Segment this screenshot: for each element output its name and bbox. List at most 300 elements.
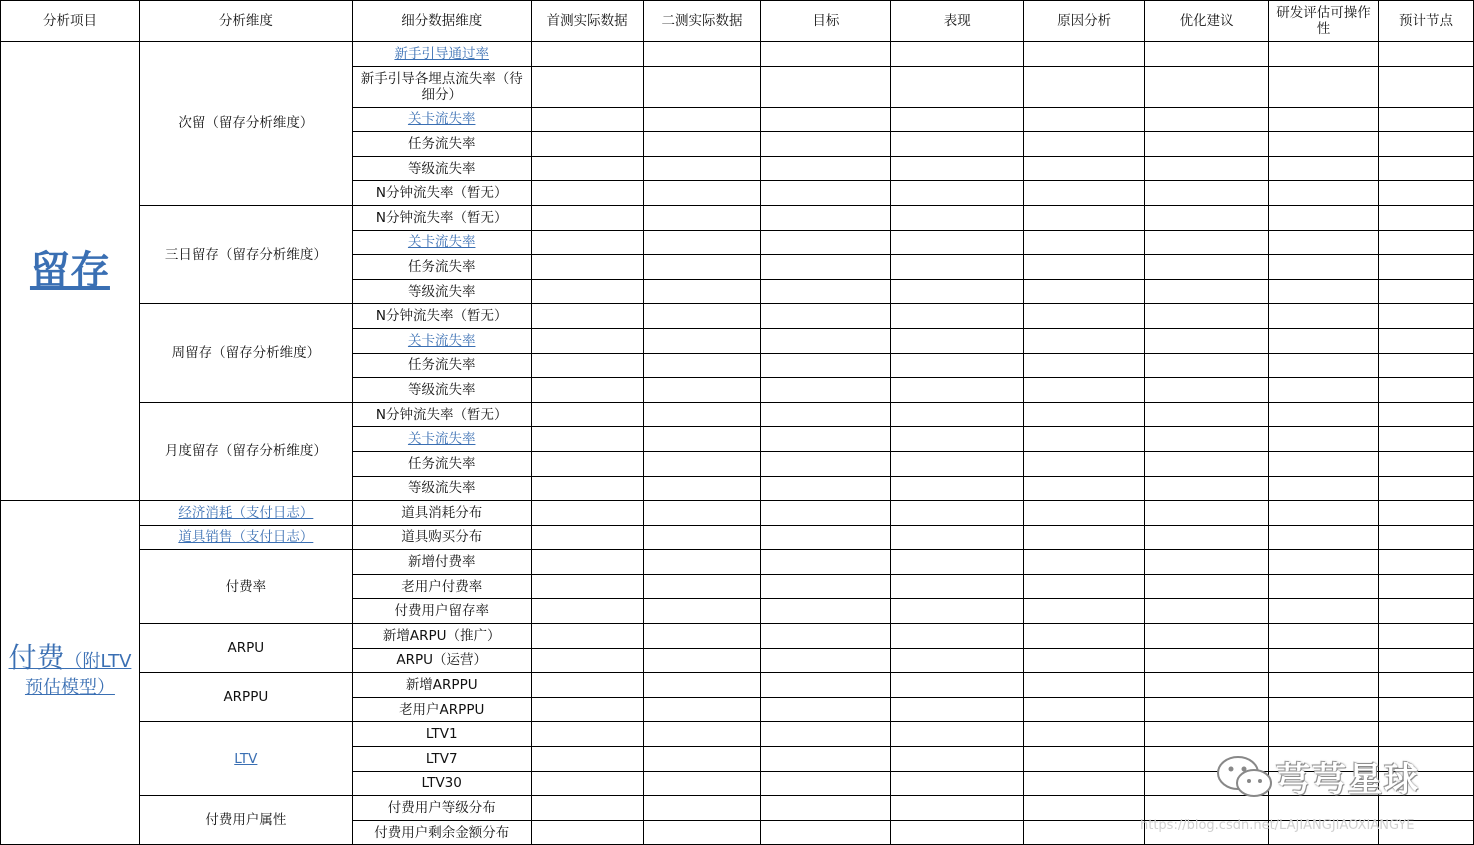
empty-cell[interactable] — [1378, 599, 1473, 624]
empty-cell[interactable] — [1145, 599, 1269, 624]
empty-cell[interactable] — [1145, 747, 1269, 772]
empty-cell[interactable] — [643, 599, 761, 624]
empty-cell[interactable] — [1378, 427, 1473, 452]
link-text[interactable]: 经济消耗（支付日志） — [178, 504, 314, 521]
empty-cell[interactable] — [1024, 279, 1145, 304]
empty-cell[interactable] — [643, 279, 761, 304]
empty-cell[interactable] — [1024, 624, 1145, 649]
empty-cell[interactable] — [761, 722, 891, 747]
empty-cell[interactable] — [761, 796, 891, 821]
empty-cell[interactable] — [531, 525, 643, 550]
empty-cell[interactable] — [1378, 525, 1473, 550]
empty-cell[interactable] — [1269, 550, 1379, 575]
empty-cell[interactable] — [891, 353, 1024, 378]
empty-cell[interactable] — [761, 42, 891, 67]
empty-cell[interactable] — [761, 820, 891, 845]
empty-cell[interactable] — [531, 476, 643, 501]
empty-cell[interactable] — [643, 747, 761, 772]
table-row — [1, 624, 1474, 649]
empty-cell[interactable] — [761, 304, 891, 329]
empty-cell[interactable] — [531, 304, 643, 329]
empty-cell[interactable] — [1378, 304, 1473, 329]
empty-cell[interactable] — [531, 328, 643, 353]
empty-cell[interactable] — [1378, 624, 1473, 649]
empty-cell[interactable] — [891, 42, 1024, 67]
link-text[interactable]: LTV — [234, 750, 258, 767]
empty-cell[interactable] — [1024, 673, 1145, 698]
empty-cell[interactable] — [1269, 476, 1379, 501]
empty-cell[interactable] — [1145, 328, 1269, 353]
empty-cell[interactable] — [1145, 156, 1269, 181]
empty-cell[interactable] — [761, 132, 891, 157]
empty-cell[interactable] — [891, 205, 1024, 230]
empty-cell[interactable] — [1145, 66, 1269, 107]
empty-cell[interactable] — [531, 501, 643, 526]
empty-cell[interactable] — [1269, 747, 1379, 772]
empty-cell[interactable] — [531, 624, 643, 649]
metric-cell: 等级流失率 — [352, 279, 531, 304]
empty-cell[interactable] — [891, 624, 1024, 649]
empty-cell[interactable] — [1378, 648, 1473, 673]
empty-cell[interactable] — [1145, 697, 1269, 722]
metric-cell — [352, 427, 531, 452]
empty-cell[interactable] — [643, 132, 761, 157]
empty-cell[interactable] — [891, 820, 1024, 845]
metric-cell: 付费用户剩余金额分布 — [352, 820, 531, 845]
empty-cell[interactable] — [1145, 279, 1269, 304]
empty-cell[interactable] — [891, 673, 1024, 698]
empty-cell[interactable] — [1145, 107, 1269, 132]
empty-cell[interactable] — [1269, 697, 1379, 722]
empty-cell[interactable] — [531, 427, 643, 452]
empty-cell[interactable] — [891, 796, 1024, 821]
dimension-cell: 三日留存（留存分析维度） — [139, 205, 352, 303]
empty-cell[interactable] — [891, 279, 1024, 304]
empty-cell[interactable] — [1269, 501, 1379, 526]
empty-cell[interactable] — [891, 550, 1024, 575]
empty-cell[interactable] — [1024, 205, 1145, 230]
empty-cell[interactable] — [761, 697, 891, 722]
empty-cell[interactable] — [891, 501, 1024, 526]
empty-cell[interactable] — [1378, 673, 1473, 698]
empty-cell[interactable] — [1269, 132, 1379, 157]
empty-cell[interactable] — [761, 156, 891, 181]
empty-cell[interactable] — [1378, 156, 1473, 181]
empty-cell[interactable] — [761, 230, 891, 255]
empty-cell[interactable] — [531, 279, 643, 304]
empty-cell[interactable] — [643, 427, 761, 452]
empty-cell[interactable] — [643, 501, 761, 526]
empty-cell[interactable] — [1378, 328, 1473, 353]
empty-cell[interactable] — [891, 476, 1024, 501]
empty-cell[interactable] — [1024, 66, 1145, 107]
empty-cell[interactable] — [1269, 427, 1379, 452]
empty-cell[interactable] — [1269, 328, 1379, 353]
empty-cell[interactable] — [1024, 427, 1145, 452]
empty-cell[interactable] — [1145, 42, 1269, 67]
empty-cell[interactable] — [1269, 648, 1379, 673]
link-text[interactable]: 关卡流失率 — [407, 431, 476, 448]
empty-cell[interactable] — [1024, 181, 1145, 206]
empty-cell[interactable] — [1024, 156, 1145, 181]
empty-cell[interactable] — [891, 697, 1024, 722]
empty-cell[interactable] — [643, 771, 761, 796]
metric-cell: LTV1 — [352, 722, 531, 747]
empty-cell[interactable] — [761, 451, 891, 476]
project-label[interactable] — [8, 640, 132, 698]
empty-cell[interactable] — [531, 771, 643, 796]
empty-cell[interactable] — [1024, 599, 1145, 624]
empty-cell[interactable] — [1145, 402, 1269, 427]
empty-cell[interactable] — [531, 820, 643, 845]
empty-cell[interactable] — [1269, 255, 1379, 280]
metric-cell: ARPU（运营） — [352, 648, 531, 673]
empty-cell[interactable] — [1024, 771, 1145, 796]
empty-cell[interactable] — [761, 427, 891, 452]
project-cell — [1, 42, 140, 501]
empty-cell[interactable] — [1269, 525, 1379, 550]
empty-cell[interactable] — [761, 525, 891, 550]
empty-cell[interactable] — [761, 501, 891, 526]
empty-cell[interactable] — [1269, 353, 1379, 378]
empty-cell[interactable] — [1145, 673, 1269, 698]
empty-cell[interactable] — [1145, 255, 1269, 280]
metric-cell: 道具消耗分布 — [352, 501, 531, 526]
empty-cell[interactable] — [531, 402, 643, 427]
table-row — [1, 205, 1474, 230]
empty-cell[interactable] — [761, 574, 891, 599]
header-cell: 二测实际数据 — [643, 1, 761, 42]
empty-cell[interactable] — [1378, 42, 1473, 67]
empty-cell[interactable] — [1378, 66, 1473, 107]
empty-cell[interactable] — [1024, 550, 1145, 575]
empty-cell[interactable] — [1378, 574, 1473, 599]
empty-cell[interactable] — [1269, 107, 1379, 132]
empty-cell[interactable] — [1269, 230, 1379, 255]
link-text[interactable]: 道具销售（支付日志） — [178, 529, 314, 546]
empty-cell[interactable] — [531, 378, 643, 403]
empty-cell[interactable] — [1378, 255, 1473, 280]
empty-cell[interactable] — [1378, 402, 1473, 427]
empty-cell[interactable] — [1145, 820, 1269, 845]
empty-cell[interactable] — [891, 574, 1024, 599]
empty-cell[interactable] — [891, 132, 1024, 157]
empty-cell[interactable] — [1024, 255, 1145, 280]
empty-cell[interactable] — [891, 181, 1024, 206]
empty-cell[interactable] — [1269, 574, 1379, 599]
empty-cell[interactable] — [761, 599, 891, 624]
empty-cell[interactable] — [891, 599, 1024, 624]
empty-cell[interactable] — [643, 525, 761, 550]
empty-cell[interactable] — [1145, 353, 1269, 378]
empty-cell[interactable] — [531, 230, 643, 255]
empty-cell[interactable] — [1145, 771, 1269, 796]
empty-cell[interactable] — [1024, 451, 1145, 476]
link-text[interactable]: 关卡流失率 — [407, 234, 476, 251]
empty-cell[interactable] — [1145, 132, 1269, 157]
empty-cell[interactable] — [1145, 722, 1269, 747]
empty-cell[interactable] — [643, 353, 761, 378]
empty-cell[interactable] — [1269, 378, 1379, 403]
empty-cell[interactable] — [1269, 304, 1379, 329]
empty-cell[interactable] — [1378, 722, 1473, 747]
dimension-cell: ARPPU — [139, 673, 352, 722]
empty-cell[interactable] — [891, 255, 1024, 280]
empty-cell[interactable] — [891, 328, 1024, 353]
empty-cell[interactable] — [761, 771, 891, 796]
empty-cell[interactable] — [1378, 378, 1473, 403]
metric-cell: 老用户ARPPU — [352, 697, 531, 722]
empty-cell[interactable] — [1269, 451, 1379, 476]
empty-cell[interactable] — [643, 476, 761, 501]
empty-cell[interactable] — [1024, 574, 1145, 599]
empty-cell[interactable] — [1269, 722, 1379, 747]
empty-cell[interactable] — [531, 451, 643, 476]
link-text[interactable]: 关卡流失率 — [407, 111, 476, 128]
empty-cell[interactable] — [1145, 501, 1269, 526]
empty-cell[interactable] — [891, 747, 1024, 772]
empty-cell[interactable] — [761, 279, 891, 304]
metric-cell: 任务流失率 — [352, 255, 531, 280]
empty-cell[interactable] — [1269, 156, 1379, 181]
empty-cell[interactable] — [1145, 574, 1269, 599]
empty-cell[interactable] — [1378, 476, 1473, 501]
empty-cell[interactable] — [1024, 501, 1145, 526]
empty-cell[interactable] — [761, 328, 891, 353]
empty-cell[interactable] — [531, 673, 643, 698]
empty-cell[interactable] — [761, 673, 891, 698]
dimension-cell — [139, 722, 352, 796]
project-cell — [1, 501, 140, 845]
table-row — [1, 42, 1474, 67]
empty-cell[interactable] — [761, 624, 891, 649]
empty-cell[interactable] — [531, 550, 643, 575]
empty-cell[interactable] — [1269, 181, 1379, 206]
empty-cell[interactable] — [531, 255, 643, 280]
empty-cell[interactable] — [891, 427, 1024, 452]
empty-cell[interactable] — [531, 353, 643, 378]
empty-cell[interactable] — [891, 304, 1024, 329]
empty-cell[interactable] — [1024, 820, 1145, 845]
empty-cell[interactable] — [761, 476, 891, 501]
empty-cell[interactable] — [1145, 525, 1269, 550]
empty-cell[interactable] — [1145, 550, 1269, 575]
project-label[interactable]: 留存 — [29, 248, 110, 295]
empty-cell[interactable] — [891, 107, 1024, 132]
empty-cell[interactable] — [1378, 205, 1473, 230]
empty-cell[interactable] — [643, 648, 761, 673]
empty-cell[interactable] — [531, 205, 643, 230]
empty-cell[interactable] — [1269, 402, 1379, 427]
empty-cell[interactable] — [643, 574, 761, 599]
link-text[interactable]: 关卡流失率 — [407, 332, 476, 349]
empty-cell[interactable] — [643, 66, 761, 107]
empty-cell[interactable] — [643, 402, 761, 427]
empty-cell[interactable] — [643, 181, 761, 206]
empty-cell[interactable] — [1024, 304, 1145, 329]
empty-cell[interactable] — [643, 624, 761, 649]
empty-cell[interactable] — [1269, 796, 1379, 821]
empty-cell[interactable] — [531, 66, 643, 107]
empty-cell[interactable] — [1024, 722, 1145, 747]
empty-cell[interactable] — [1145, 427, 1269, 452]
empty-cell[interactable] — [891, 230, 1024, 255]
empty-cell[interactable] — [1145, 304, 1269, 329]
dimension-cell: 月度留存（留存分析维度） — [139, 402, 352, 500]
empty-cell[interactable] — [1024, 402, 1145, 427]
empty-cell[interactable] — [1378, 697, 1473, 722]
empty-cell[interactable] — [1024, 747, 1145, 772]
empty-cell[interactable] — [1269, 66, 1379, 107]
header-cell: 研发评估可操作性 — [1269, 1, 1379, 42]
empty-cell[interactable] — [1024, 230, 1145, 255]
empty-cell[interactable] — [891, 156, 1024, 181]
empty-cell[interactable] — [761, 107, 891, 132]
metric-cell: N分钟流失率（暂无） — [352, 205, 531, 230]
empty-cell[interactable] — [643, 304, 761, 329]
empty-cell[interactable] — [1024, 328, 1145, 353]
empty-cell[interactable] — [1145, 648, 1269, 673]
empty-cell[interactable] — [1145, 796, 1269, 821]
empty-cell[interactable] — [891, 722, 1024, 747]
empty-cell[interactable] — [531, 697, 643, 722]
empty-cell[interactable] — [1145, 476, 1269, 501]
empty-cell[interactable] — [531, 796, 643, 821]
empty-cell[interactable] — [1024, 525, 1145, 550]
metric-cell: LTV7 — [352, 747, 531, 772]
empty-cell[interactable] — [1269, 624, 1379, 649]
empty-cell[interactable] — [643, 255, 761, 280]
empty-cell[interactable] — [1269, 279, 1379, 304]
empty-cell[interactable] — [1378, 796, 1473, 821]
empty-cell[interactable] — [643, 42, 761, 67]
empty-cell[interactable] — [1145, 205, 1269, 230]
empty-cell[interactable] — [643, 328, 761, 353]
empty-cell[interactable] — [1269, 673, 1379, 698]
empty-cell[interactable] — [643, 378, 761, 403]
empty-cell[interactable] — [1024, 697, 1145, 722]
empty-cell[interactable] — [643, 156, 761, 181]
empty-cell[interactable] — [761, 255, 891, 280]
empty-cell[interactable] — [1378, 747, 1473, 772]
empty-cell[interactable] — [1269, 599, 1379, 624]
empty-cell[interactable] — [643, 820, 761, 845]
empty-cell[interactable] — [531, 132, 643, 157]
metric-cell: 新增ARPU（推广） — [352, 624, 531, 649]
metric-cell: 新增付费率 — [352, 550, 531, 575]
empty-cell[interactable] — [1378, 501, 1473, 526]
empty-cell[interactable] — [1378, 820, 1473, 845]
empty-cell[interactable] — [891, 402, 1024, 427]
empty-cell[interactable] — [761, 353, 891, 378]
empty-cell[interactable] — [1145, 624, 1269, 649]
header-cell: 细分数据维度 — [352, 1, 531, 42]
empty-cell[interactable] — [761, 378, 891, 403]
empty-cell[interactable] — [1024, 648, 1145, 673]
empty-cell[interactable] — [1024, 353, 1145, 378]
empty-cell[interactable] — [1378, 230, 1473, 255]
empty-cell[interactable] — [643, 796, 761, 821]
empty-cell[interactable] — [643, 107, 761, 132]
empty-cell[interactable] — [531, 722, 643, 747]
empty-cell[interactable] — [761, 648, 891, 673]
empty-cell[interactable] — [1378, 181, 1473, 206]
dimension-cell: 周留存（留存分析维度） — [139, 304, 352, 402]
empty-cell[interactable] — [531, 107, 643, 132]
empty-cell[interactable] — [761, 550, 891, 575]
empty-cell[interactable] — [531, 648, 643, 673]
empty-cell[interactable] — [1378, 353, 1473, 378]
header-cell: 预计节点 — [1378, 1, 1473, 42]
empty-cell[interactable] — [1378, 279, 1473, 304]
empty-cell[interactable] — [643, 205, 761, 230]
empty-cell[interactable] — [1024, 42, 1145, 67]
empty-cell[interactable] — [1269, 820, 1379, 845]
link-text[interactable]: 新手引导通过率 — [394, 45, 489, 62]
empty-cell[interactable] — [891, 771, 1024, 796]
empty-cell[interactable] — [1024, 378, 1145, 403]
empty-cell[interactable] — [1145, 451, 1269, 476]
empty-cell[interactable] — [643, 697, 761, 722]
empty-cell[interactable] — [643, 722, 761, 747]
empty-cell[interactable] — [891, 66, 1024, 107]
empty-cell[interactable] — [1269, 42, 1379, 67]
empty-cell[interactable] — [1145, 378, 1269, 403]
empty-cell[interactable] — [891, 451, 1024, 476]
empty-cell[interactable] — [531, 747, 643, 772]
empty-cell[interactable] — [1378, 132, 1473, 157]
dimension-cell — [139, 525, 352, 550]
empty-cell[interactable] — [643, 550, 761, 575]
empty-cell[interactable] — [531, 181, 643, 206]
empty-cell[interactable] — [531, 574, 643, 599]
header-cell: 表现 — [891, 1, 1024, 42]
empty-cell[interactable] — [1269, 205, 1379, 230]
empty-cell[interactable] — [1269, 771, 1379, 796]
empty-cell[interactable] — [1378, 107, 1473, 132]
empty-cell[interactable] — [531, 42, 643, 67]
metric-cell: 等级流失率 — [352, 156, 531, 181]
empty-cell[interactable] — [1145, 230, 1269, 255]
header-cell: 分析项目 — [1, 1, 140, 42]
empty-cell[interactable] — [1024, 796, 1145, 821]
empty-cell[interactable] — [761, 402, 891, 427]
empty-cell[interactable] — [891, 525, 1024, 550]
empty-cell[interactable] — [761, 205, 891, 230]
empty-cell[interactable] — [643, 230, 761, 255]
empty-cell[interactable] — [1378, 451, 1473, 476]
empty-cell[interactable] — [761, 66, 891, 107]
empty-cell[interactable] — [643, 451, 761, 476]
empty-cell[interactable] — [531, 599, 643, 624]
metric-cell: N分钟流失率（暂无） — [352, 181, 531, 206]
empty-cell[interactable] — [1145, 181, 1269, 206]
empty-cell[interactable] — [891, 378, 1024, 403]
table-row — [1, 402, 1474, 427]
table-row — [1, 525, 1474, 550]
empty-cell[interactable] — [1378, 550, 1473, 575]
empty-cell[interactable] — [1024, 132, 1145, 157]
empty-cell[interactable] — [1378, 771, 1473, 796]
project-sub: （附LTV预估模型） — [24, 650, 132, 698]
empty-cell[interactable] — [531, 156, 643, 181]
empty-cell[interactable] — [761, 747, 891, 772]
empty-cell[interactable] — [891, 648, 1024, 673]
empty-cell[interactable] — [1024, 107, 1145, 132]
empty-cell[interactable] — [1024, 476, 1145, 501]
empty-cell[interactable] — [643, 673, 761, 698]
empty-cell[interactable] — [761, 181, 891, 206]
